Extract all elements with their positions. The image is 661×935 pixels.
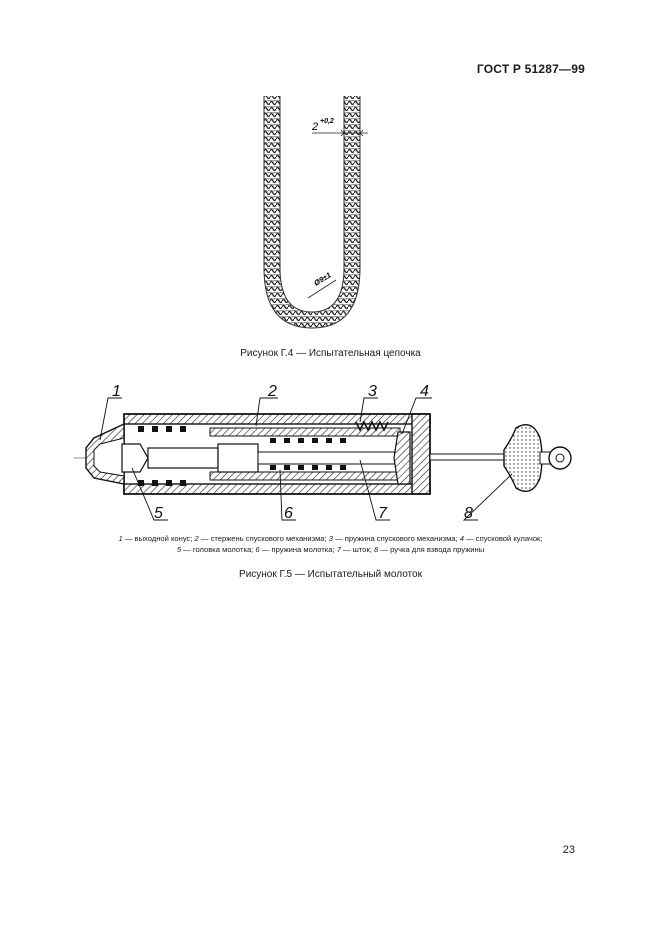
legend-text: — стержень спускового механизма; (198, 534, 329, 543)
diameter-dim-label: Ø9±1 (312, 270, 333, 288)
legend-num: 1 (118, 534, 123, 543)
legend-num: 7 (336, 545, 341, 554)
trigger-cam (394, 432, 410, 484)
width-dim-label: 2 (312, 121, 319, 133)
callout-3: 3 (368, 383, 377, 400)
test-chain-figure (240, 88, 400, 338)
callout-1: 1 (112, 383, 121, 400)
diameter-dimension (308, 270, 336, 298)
callout-2: 2 (268, 383, 277, 400)
legend-num: 4 (459, 534, 464, 543)
legend-num: 5 (176, 545, 182, 554)
legend-line-2 (60, 544, 601, 555)
callout-6: 6 (284, 505, 293, 522)
callout-5: 5 (154, 505, 163, 522)
legend-num: 8 (374, 545, 379, 554)
legend-text: — спусковой кулачок; (463, 534, 543, 543)
cocking-handle (504, 425, 571, 492)
callout-4: 4 (420, 383, 429, 400)
legend-num: 2 (194, 534, 199, 543)
legend-text: — ручка для взвода пружины (378, 545, 485, 554)
legend-text: — пружина спускового механизма; (332, 534, 460, 543)
document-header: ГОСТ Р 51287—99 (476, 62, 585, 76)
figure5-legend (60, 533, 601, 555)
legend-num: 3 (328, 534, 333, 543)
legend-text: — шток; (340, 545, 375, 554)
callout-7: 7 (378, 505, 387, 522)
test-hammer-figure (60, 378, 601, 526)
width-dim-tolerance: +0,2 (320, 118, 334, 125)
rod (430, 454, 504, 460)
legend-num: 6 (255, 545, 260, 554)
figure5-caption: Рисунок Г.5 — Испытательный молоток (239, 569, 422, 580)
legend-line-1 (60, 533, 601, 544)
page-number: 23 (562, 844, 575, 856)
outlet-cone (86, 424, 124, 484)
figure4-caption: Рисунок Г.4 — Испытательная цепочка (240, 348, 421, 359)
legend-text: — пружина молотка; (259, 545, 337, 554)
legend-text: — выходной конус; (122, 534, 195, 543)
hammer-head (122, 444, 258, 472)
legend-text: — головка молотка; (181, 545, 256, 554)
callout-8: 8 (464, 505, 473, 522)
trigger-rod (258, 452, 408, 464)
